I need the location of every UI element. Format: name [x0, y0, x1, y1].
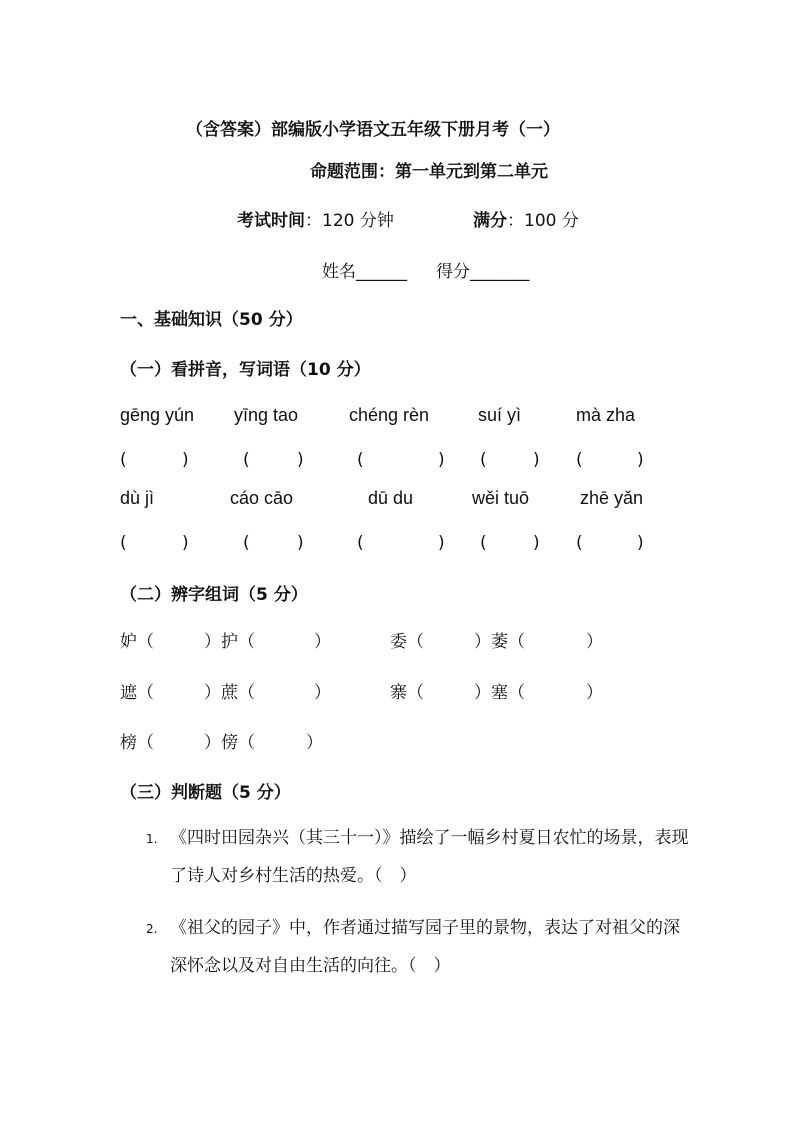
answer-blank-close: ) [637, 450, 644, 470]
question-text: 《祖父的园子》中，作者通过描写园子里的景物，表达了对祖父的深深怀念以及对自由生活的向往。（ ） [170, 918, 680, 976]
answer-blank[interactable]: ( [357, 450, 364, 470]
exam-scope: 命题范围：第一单元到第二单元 [310, 162, 548, 182]
score-field[interactable]: 得分_______ [436, 262, 530, 282]
pinyin-item: wěi tuō [472, 488, 530, 508]
part3-heading: （三）判断题（5 分） [120, 783, 291, 803]
pinyin-item: dū du [368, 488, 414, 508]
char-item: 榜（ [120, 733, 154, 753]
time-label: 考试时间 [237, 211, 305, 231]
char-item: 遮（ [120, 683, 154, 703]
pinyin-item: chéng rèn [349, 405, 430, 425]
part2-heading: （二）辨字组词（5 分） [120, 585, 308, 605]
char-item: ） [306, 733, 323, 753]
score-label: 满分 [473, 211, 507, 231]
char-item: 寨（ [390, 683, 424, 703]
answer-blank[interactable]: ( [576, 533, 583, 553]
answer-blank-close: ) [533, 450, 540, 470]
char-item: ） [314, 632, 331, 652]
answer-blank[interactable]: ( [243, 533, 250, 553]
char-item: ）傍（ [204, 733, 255, 753]
question-number: 1. [146, 832, 158, 846]
answer-blank[interactable]: ( [120, 450, 127, 470]
section-heading: 一、基础知识（50 分） [120, 310, 303, 330]
answer-blank[interactable]: ( [576, 450, 583, 470]
time-value: ：120 分钟 [305, 211, 394, 231]
pinyin-item: cáo cāo [230, 488, 294, 508]
page-title: （含答案）部编版小学语文五年级下册月考（一） [186, 120, 560, 140]
full-score [473, 206, 579, 231]
question-number: 2. [146, 922, 158, 936]
char-item: ）塞（ [474, 683, 525, 703]
answer-blank[interactable]: ( [480, 450, 487, 470]
answer-blank-close: ) [438, 450, 445, 470]
pinyin-item: dù jì [120, 488, 155, 508]
char-item: ）萎（ [474, 632, 525, 652]
pinyin-item: mà zha [576, 405, 636, 425]
answer-blank[interactable]: ( [480, 533, 487, 553]
pinyin-item: yīng tao [234, 405, 299, 425]
score-value: ：100 分 [507, 211, 579, 231]
char-item: 妒（ [120, 632, 154, 652]
char-item: ） [586, 683, 603, 703]
answer-blank[interactable]: ( [357, 533, 364, 553]
answer-blank-close: ) [533, 533, 540, 553]
answer-blank-close: ) [297, 533, 304, 553]
char-item: ） [586, 632, 603, 652]
char-item: ）护（ [204, 632, 255, 652]
question-text: 《四时田园杂兴（其三十一）》描绘了一幅乡村夏日农忙的场景，表现了诗人对乡村生活的热爱。（ ） [170, 828, 689, 886]
name-field[interactable]: 姓名______ [322, 262, 407, 282]
answer-blank-close: ) [297, 450, 304, 470]
pinyin-item: gēng yún [120, 405, 195, 425]
pinyin-item: suí yì [478, 405, 522, 425]
part1-heading: （一）看拼音，写词语（10 分） [120, 360, 371, 380]
exam-time [237, 206, 394, 231]
answer-blank-close: ) [182, 533, 189, 553]
answer-blank-close: ) [637, 533, 644, 553]
answer-blank-close: ) [182, 450, 189, 470]
answer-blank-close: ) [438, 533, 445, 553]
answer-blank[interactable]: ( [243, 450, 250, 470]
char-item: ）蔗（ [204, 683, 255, 703]
pinyin-item: zhē yǎn [580, 488, 644, 508]
char-item: ） [314, 683, 331, 703]
answer-blank[interactable]: ( [120, 533, 127, 553]
char-item: 委（ [390, 632, 424, 652]
